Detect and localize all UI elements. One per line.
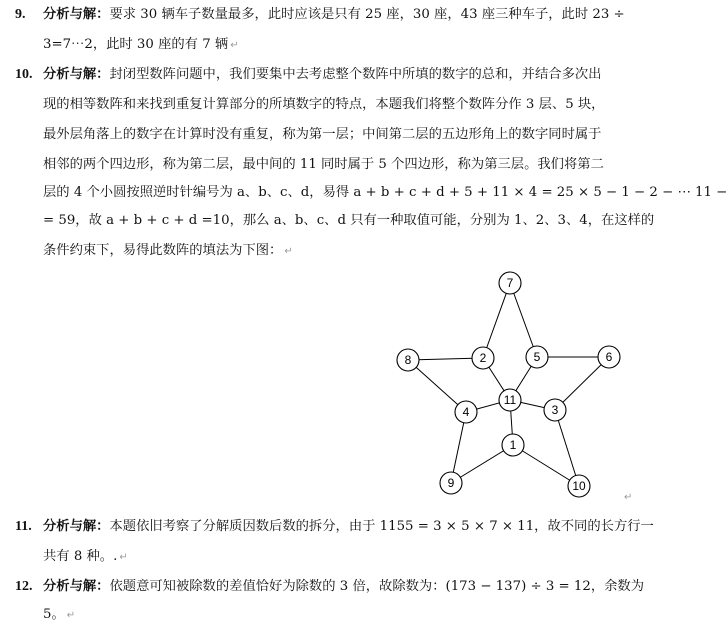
return-mark-icon: ↵ bbox=[230, 40, 239, 51]
item-text: 现的相等数阵和来找到重复计算部分的所填数字的特点，本题我们将整个数阵分作 3 层、5 块， bbox=[43, 97, 605, 112]
item-text: 依题意可知被除数的差值恰好为除数的 3 倍，故除数为：(173 − 137) ÷ 3 = 12，余数为 bbox=[109, 579, 645, 594]
edge bbox=[510, 283, 537, 357]
node-4 bbox=[455, 401, 477, 423]
item-heading: 分析与解： bbox=[43, 579, 110, 594]
node-1 bbox=[502, 434, 524, 456]
node-6 bbox=[598, 346, 620, 368]
node-label: 7 bbox=[506, 276, 514, 290]
node-label: 3 bbox=[551, 403, 559, 417]
item-12-line-1 bbox=[15, 578, 644, 596]
edge bbox=[555, 410, 579, 486]
node-label: 9 bbox=[447, 476, 455, 490]
item-heading: 分析与解： bbox=[43, 67, 110, 82]
item-text: 3=7⋯2，此时 30 座的有 7 辆 bbox=[43, 37, 229, 52]
item-12-line-2 bbox=[43, 606, 75, 625]
node-9 bbox=[440, 472, 462, 494]
item-text: 共有 8 种。. bbox=[43, 549, 118, 564]
item-text: 本题依旧考察了分解质因数后数的拆分，由于 1155 = 3 × 5 × 7 × 11，故不同的长方行一 bbox=[109, 519, 654, 534]
node-label: 4 bbox=[462, 405, 470, 419]
item-number: 11. bbox=[15, 519, 32, 534]
return-mark-icon: ↵ bbox=[284, 246, 293, 257]
node-11 bbox=[499, 389, 521, 411]
node-label: 8 bbox=[404, 353, 412, 367]
return-mark-icon: ↵ bbox=[119, 552, 128, 563]
node-label: 1 bbox=[509, 438, 517, 452]
item-text: 5。 bbox=[43, 607, 65, 622]
item-text: 最外层角落上的数字在计算时没有重复，称为第一层；中间第二层的五边形角上的数字同时属于 bbox=[43, 127, 602, 142]
item-number: 10. bbox=[15, 67, 33, 82]
diagram-return-mark bbox=[622, 488, 632, 507]
node-7 bbox=[499, 272, 521, 294]
node-10 bbox=[568, 475, 590, 497]
item-11-line-1 bbox=[15, 518, 654, 536]
item-text: = 59，故 a + b + c + d =10，那么 a、b、c、d 只有一种取值可能，分别为 1、2、3、4，在这样的 bbox=[43, 213, 655, 228]
item-number: 9. bbox=[15, 7, 26, 22]
node-label: 5 bbox=[533, 350, 541, 364]
item-heading: 分析与解： bbox=[43, 519, 110, 534]
return-mark-icon: ↵ bbox=[66, 610, 76, 621]
node-8 bbox=[397, 349, 419, 371]
edge bbox=[408, 360, 466, 412]
node-2 bbox=[472, 347, 494, 369]
node-label: 10 bbox=[572, 479, 586, 493]
node-5 bbox=[526, 346, 548, 368]
item-text: 要求 30 辆车子数量最多，此时应该是只有 25 座，30 座，43 座三种车子，此时 23 ÷ bbox=[109, 7, 625, 22]
diagram-nodes bbox=[397, 272, 620, 497]
edge bbox=[513, 445, 579, 486]
edge bbox=[483, 283, 510, 358]
node-label: 6 bbox=[605, 350, 613, 364]
item-heading: 分析与解： bbox=[43, 7, 110, 22]
item-text: 层的 4 个小圆按照逆时针编号为 a、b、c、d，易得 a + b + c + d + 5 + 11 × 4 = 25 × 5 − 1 − 2 − ⋯ 11 − bbox=[43, 185, 727, 200]
item-text: 封闭型数阵问题中，我们要集中去考虑整个数阵中所填的数字的总和，并结合多次出 bbox=[109, 67, 602, 82]
item-text: 条件约束下，易得此数阵的填法为下图： bbox=[43, 243, 283, 258]
node-label: 11 bbox=[503, 393, 517, 407]
item-number: 12. bbox=[15, 579, 33, 594]
item-text: 相邻的两个四边形，称为第二层，最中间的 11 同时属于 5 个四边形，称为第三层。我们将第二 bbox=[43, 157, 604, 172]
node-3 bbox=[544, 399, 566, 421]
return-mark-icon: ↵ bbox=[624, 492, 633, 503]
item-11-line-2 bbox=[43, 548, 128, 567]
node-label: 2 bbox=[479, 351, 487, 365]
